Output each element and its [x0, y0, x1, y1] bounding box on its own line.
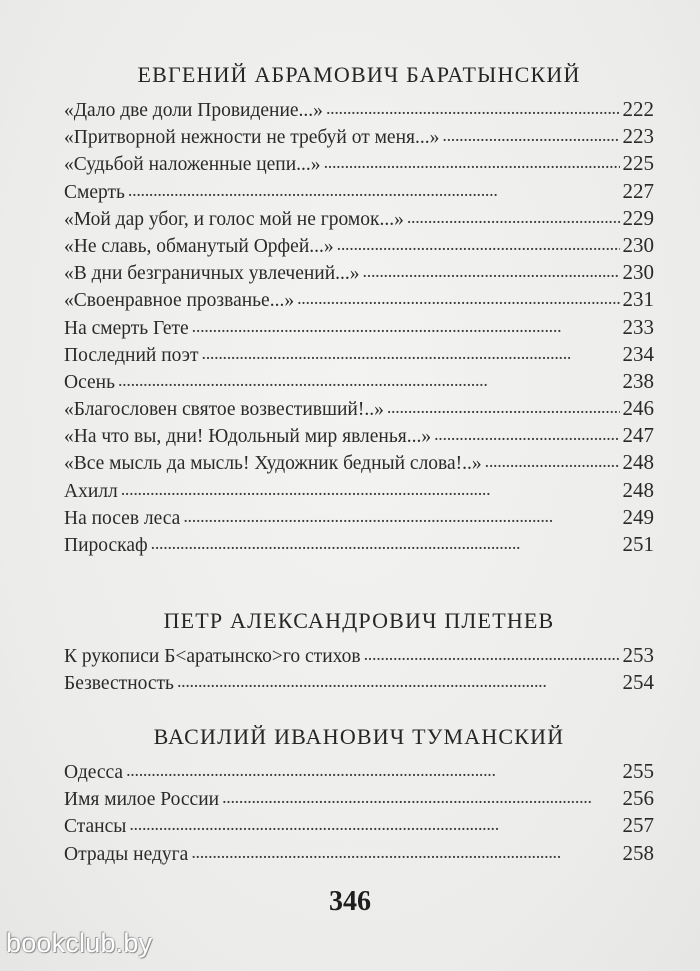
entry-title: «В дни безграничных увлечений...» [64, 263, 360, 285]
toc-entry [64, 395, 654, 422]
dot-leader [297, 285, 619, 312]
author-heading: ПЕТР АЛЕКСАНДРОВИЧ ПЛЕТНЕВ [163, 608, 555, 633]
contents-list [64, 96, 654, 558]
entry-page-number: 222 [622, 97, 654, 121]
toc-entry [64, 123, 654, 150]
author-heading: ВАСИЛИЙ ИВАНОВИЧ ТУМАНСКИЙ [153, 724, 565, 749]
contents-list [64, 642, 654, 696]
toc-entry [64, 422, 654, 449]
dot-leader [183, 503, 619, 530]
toc-entry [64, 96, 654, 123]
entry-title: Осень [64, 371, 115, 393]
dot-leader [387, 394, 620, 421]
entry-title: Пироскаф [64, 535, 148, 556]
entry-title: «Дало две доли Провидение...» [64, 100, 323, 121]
toc-entry [64, 286, 654, 313]
entry-title: «Благословен святое возвестивший!..» [64, 399, 384, 421]
entry-title: «На что вы, дни! Юдольный мир явленья...» [64, 426, 432, 448]
toc-entry [64, 368, 654, 395]
entry-page-number: 229 [622, 205, 654, 230]
entry-title: Ахилл [64, 480, 118, 502]
entry-page-number: 238 [622, 368, 654, 393]
entry-title: Отрады недуга [64, 843, 189, 865]
entry-page-number: 248 [622, 477, 654, 502]
entry-page-number: 251 [622, 532, 654, 556]
toc-entry [64, 642, 654, 669]
entry-page-number: 231 [622, 287, 654, 312]
entry-page-number: 254 [622, 670, 654, 695]
entry-title: Одесса [64, 762, 124, 783]
entry-title: Стансы [64, 816, 127, 838]
dot-leader [222, 784, 619, 811]
toc-entry [64, 504, 654, 531]
entry-title: «Судьбой наложенные цепи...» [64, 154, 321, 176]
toc-entry [64, 669, 654, 696]
toc-entry [64, 341, 654, 368]
toc-entry [64, 259, 654, 286]
dot-leader [363, 258, 620, 285]
toc-entry [64, 449, 654, 476]
entry-page-number: 256 [622, 786, 654, 811]
entry-title: Смерть [64, 181, 125, 203]
entry-title: Последний поэт [64, 344, 199, 366]
entry-title: На смерть Гете [64, 317, 189, 339]
dot-leader [118, 367, 620, 394]
toc-entry [64, 232, 654, 259]
entry-title: Имя милое России [64, 789, 220, 811]
entry-page-number: 233 [622, 314, 654, 339]
entry-page-number: 225 [622, 151, 654, 176]
dot-leader [177, 668, 620, 695]
toc-entry [64, 150, 654, 177]
entry-title: «Своенравное прозванье...» [64, 290, 295, 312]
dot-leader [407, 204, 620, 231]
author-heading: ЕВГЕНИЙ АБРАМОВИЧ БАРАТЫНСКИЙ [137, 62, 581, 87]
entry-page-number: 223 [622, 124, 654, 149]
dot-leader [202, 340, 620, 367]
entry-page-number: 247 [622, 423, 654, 448]
section-pletnev [64, 606, 654, 696]
toc-entry [64, 840, 654, 867]
toc-entry [64, 477, 654, 504]
dot-leader [151, 530, 620, 557]
dot-leader [485, 448, 620, 475]
entry-title: «Притворной нежности не требуй от меня...» [64, 127, 440, 149]
entry-page-number: 227 [622, 178, 654, 203]
dot-leader [191, 839, 619, 866]
entry-page-number: 249 [622, 504, 654, 529]
dot-leader [326, 95, 620, 122]
dot-leader [434, 421, 619, 448]
entry-page-number: 257 [622, 813, 654, 838]
entry-page-number: 234 [622, 341, 654, 366]
entry-title: «Мой дар убог, и голос мой не громок...» [64, 208, 404, 230]
dot-leader [129, 811, 619, 838]
toc-entry [64, 785, 654, 812]
toc-entry [64, 314, 654, 341]
toc-entry [64, 812, 654, 839]
toc-entry [64, 531, 654, 558]
entry-page-number: 248 [622, 450, 654, 475]
section-baratynsky [64, 60, 654, 558]
entry-title: «Все мысль да мысль! Художник бедный слова!..» [64, 453, 482, 475]
dot-leader [128, 177, 620, 204]
entry-title: Безвестность [64, 673, 174, 695]
entry-page-number: 255 [622, 759, 654, 783]
dot-leader [126, 757, 619, 784]
entry-title: На посев леса [64, 507, 181, 529]
dot-leader [442, 122, 619, 149]
entry-page-number: 246 [622, 396, 654, 421]
watermark-logo: bookclub.by [6, 928, 153, 958]
entry-page-number: 230 [622, 260, 654, 285]
toc-entry [64, 758, 654, 785]
dot-leader [364, 641, 620, 668]
dot-leader [324, 149, 620, 176]
entry-title: «Не славь, обманутый Орфей...» [64, 235, 334, 257]
entry-page-number: 253 [622, 643, 654, 667]
section-tumansky [64, 722, 654, 867]
toc-entry [64, 178, 654, 205]
dot-leader [337, 231, 620, 258]
entry-page-number: 258 [622, 840, 654, 865]
toc-entry [64, 205, 654, 232]
page-number: 346 [329, 886, 371, 917]
dot-leader [192, 313, 620, 340]
dot-leader [121, 476, 620, 503]
entry-title: К рукописи Б<аратынско>го стихов [64, 646, 361, 667]
contents-list [64, 758, 654, 867]
entry-page-number: 230 [622, 232, 654, 257]
